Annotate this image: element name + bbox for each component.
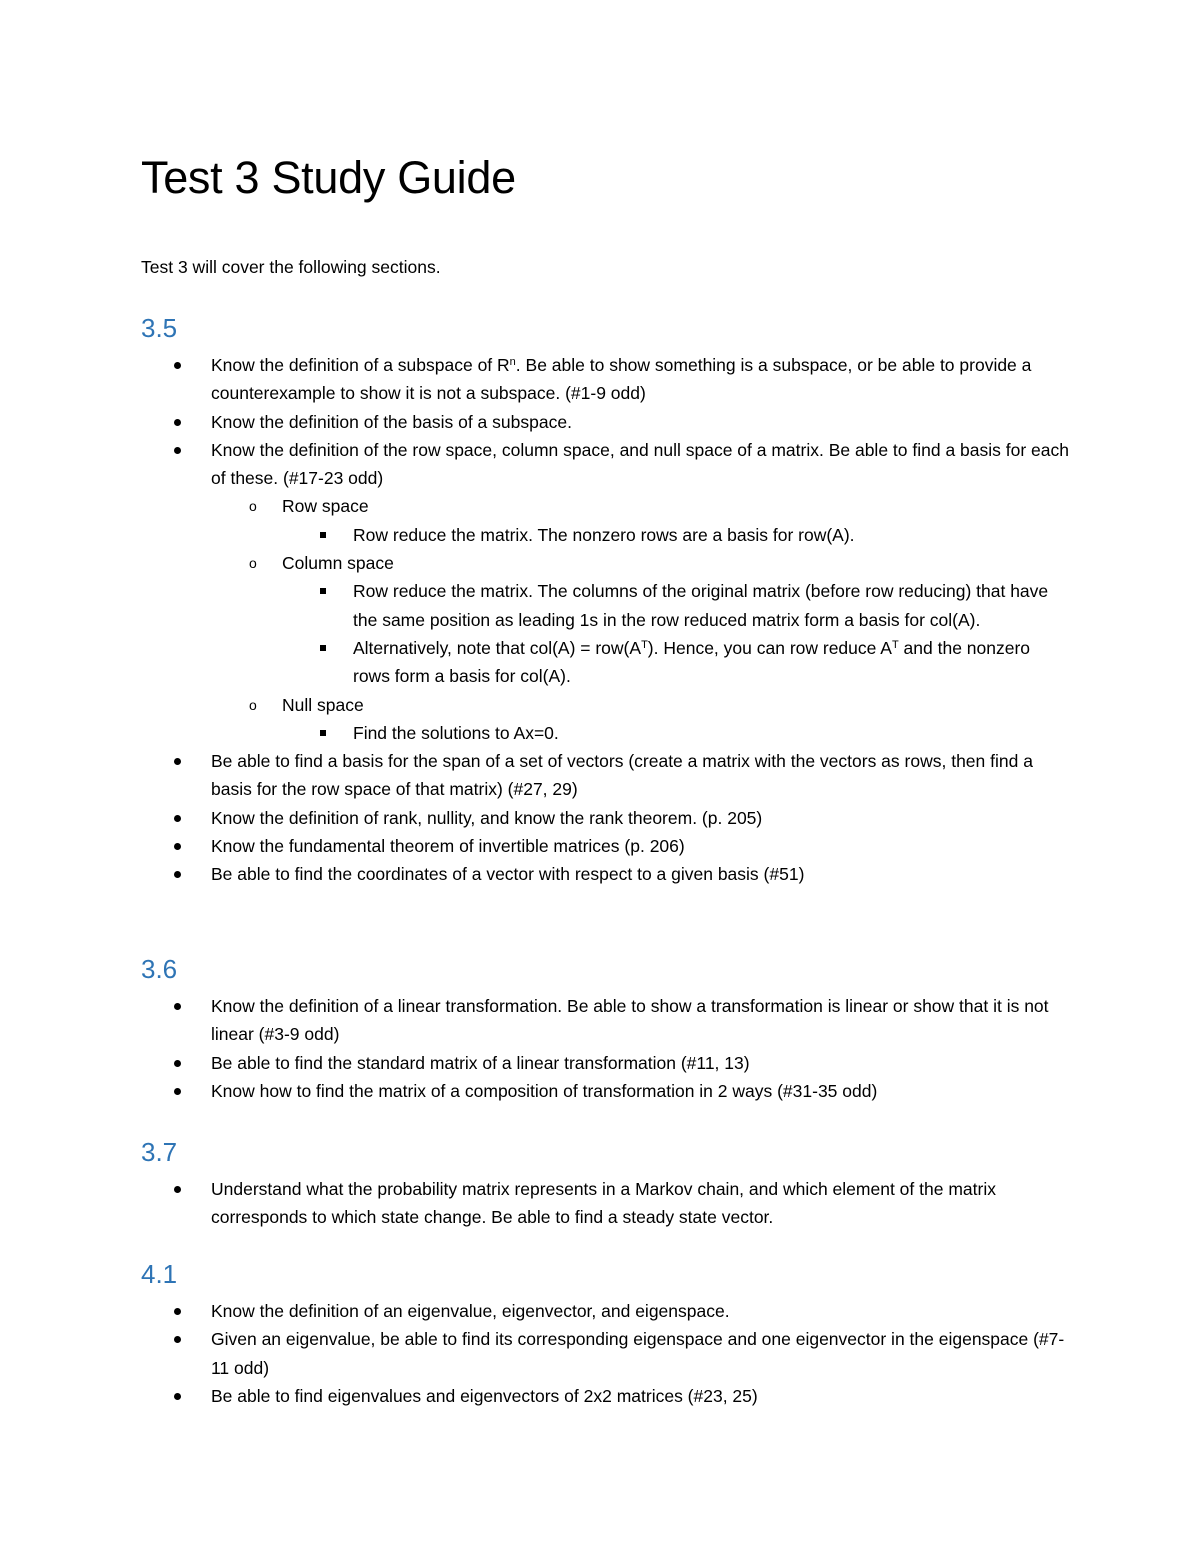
sub-item-label: Row space [282,496,369,517]
list-item [141,747,1071,804]
item-text: Know the definition of an eigenvalue, eigenvector, and eigenspace. [211,1301,730,1321]
circle-bullet-icon: o [249,498,257,515]
item-text: Be able to find the standard matrix of a linear transformation (#11, 13) [211,1052,750,1073]
item-text: Know the definition of a subspace of $R^n$. Be able to show something is a subspace, or be able to provide a counterexample to show it is not a subspace. (#1-9 odd) [211,355,1032,404]
bullet-icon [174,1336,181,1343]
item-text: Know the definition of the basis of a subspace. [211,411,572,432]
list-item [141,1297,1071,1325]
sub-sub-item [282,521,1071,549]
sub-item-column-space [211,549,1071,690]
sub-sub-item [282,719,1071,747]
bullet-icon [174,447,181,454]
list-item [141,804,1071,832]
bullet-icon [174,815,181,822]
section-3-7 [141,1129,1071,1232]
list-item [141,832,1071,860]
list-item [141,1325,1071,1382]
list-item [141,436,1071,747]
bullet-icon [174,871,181,878]
item-text: Be able to find eigenvalues and eigenvectors of 2x2 matrices (#23, 25) [211,1385,758,1406]
bullet-list [141,992,1071,1105]
bullet-list [141,1297,1071,1410]
list-item [141,351,1071,408]
square-bullet-icon [320,645,326,651]
list-item [141,860,1071,888]
item-text: Understand what the probability matrix represents in a Markov chain, and which element of the matrix corresponds to which state change. Be able to find a steady state vector. [211,1179,996,1228]
sub-sub-list [282,719,1071,747]
sub-item-label: Column space [282,553,394,574]
square-bullet-icon [320,730,326,736]
item-text: Know the definition of rank, nullity, and know the rank theorem. (p. 205) [211,807,763,828]
item-text: Be able to find the coordinates of a vector with respect to a given basis (#51) [211,864,805,885]
sub-sub-item [282,634,1071,691]
section-3-5 [141,305,1071,889]
section-heading: 4.1 [141,1259,178,1289]
item-text: Find the solutions to Ax=0. [353,722,559,743]
section-heading: 3.7 [141,1137,178,1167]
bullet-icon [174,1060,181,1067]
sub-sub-item [282,577,1071,634]
item-text: Row reduce the matrix. The columns of the original matrix (before row reducing) that have the same position as leading 1s in the row reduced matrix form a basis for col(A). [353,581,1049,630]
item-text: Alternatively, note that $col(A) = row(A^T)$. Hence, you can row reduce $A^T$ and the nonzero rows form a basis for col(A). [353,637,1031,687]
section-4-1 [141,1251,1071,1410]
bullet-icon [174,1003,181,1010]
bullet-list [141,351,1071,889]
section-heading: 3.5 [141,313,178,343]
sub-sub-list [282,521,1071,549]
circle-bullet-icon: o [249,696,257,713]
square-bullet-icon [320,588,326,594]
sub-list [211,492,1071,747]
item-text: Be able to find a basis for the span of a set of vectors (create a matrix with the vectors as rows, then find a basis for the row space of that matrix) (#27, 29) [211,751,1033,800]
section-heading: 3.6 [141,954,178,984]
sub-item-label: Null space [282,694,364,715]
bullet-icon [174,758,181,765]
bullet-icon [174,362,181,369]
square-bullet-icon [320,532,326,538]
circle-bullet-icon: o [249,555,257,572]
list-item [141,408,1071,436]
item-text: Row reduce the matrix. The nonzero rows are a basis for row(A). [353,524,855,545]
page-title: Test 3 Study Guide [141,152,516,203]
intro-text: Test 3 will cover the following sections. [141,257,441,277]
bullet-icon [174,1308,181,1315]
bullet-icon [174,419,181,426]
item-text: Know how to find the matrix of a composition of transformation in 2 ways (#31-35 odd) [211,1080,878,1101]
sub-item-row-space [211,492,1071,549]
item-text: Given an eigenvalue, be able to find its corresponding eigenspace and one eigenvector in the eigenspace (#7-11 odd) [211,1329,1065,1378]
list-item [141,992,1071,1049]
list-item [141,1175,1071,1232]
sub-item-null-space [211,691,1071,748]
bullet-icon [174,1393,181,1400]
bullet-icon [174,1088,181,1095]
list-item [141,1382,1071,1410]
item-text: Know the fundamental theorem of invertible matrices (p. 206) [211,836,685,857]
bullet-list [141,1175,1071,1232]
item-text: Know the definition of the row space, column space, and null space of a matrix. Be able to find a basis for each of these. (#17-23 odd) [211,439,1069,489]
sub-sub-list [282,577,1071,690]
section-3-6 [141,946,1071,1105]
list-item [141,1077,1071,1105]
bullet-icon [174,1186,181,1193]
list-item [141,1049,1071,1077]
item-text: Know the definition of a linear transformation. Be able to show a transformation is linear or show that it is not linear (#3-9 odd) [211,996,1049,1045]
bullet-icon [174,843,181,850]
